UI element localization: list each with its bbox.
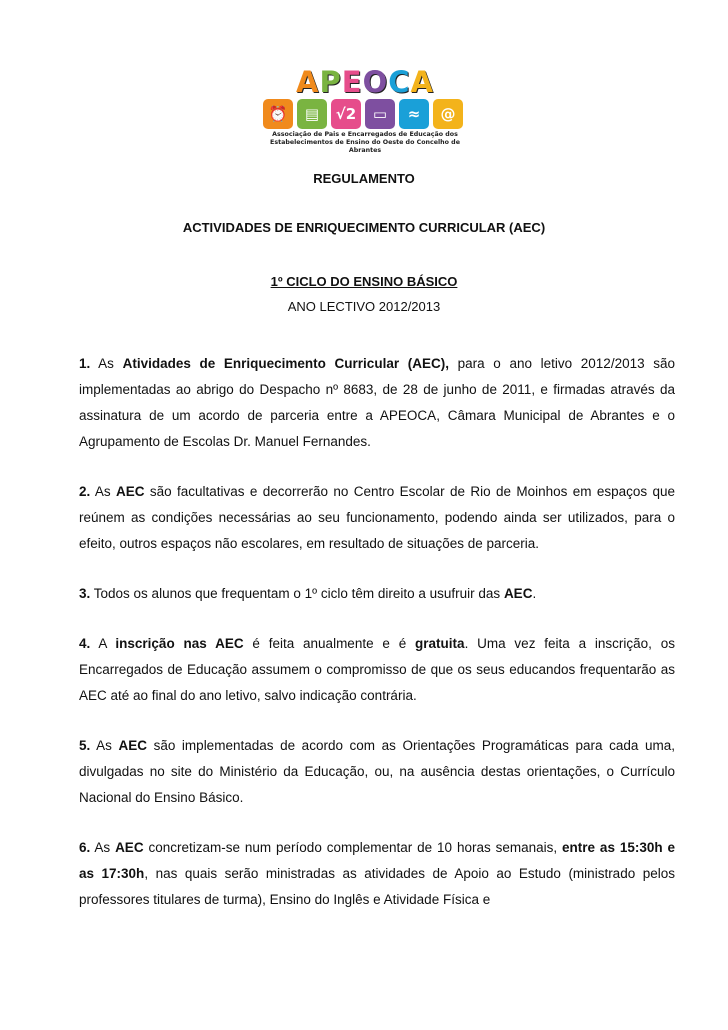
paragraph-bold-text: AEC (115, 840, 144, 855)
paragraph-number: 2. (79, 484, 91, 499)
paragraph-text: são facultativas e decorrerão no Centro Escolar de Rio de Moinhos em espaços que reúnem as condições necessárias ao seu funcionamento, podendo ainda ser utilizados, para o efeito, outros espaços não escolares, em resultado de situações de parceria. (79, 484, 676, 551)
apeoca-logo (255, 65, 475, 154)
paragraph-bold-text: AEC (503, 586, 533, 601)
regulation-body (79, 351, 675, 937)
heading-ciclo-text: 1º CICLO DO ENSINO BÁSICO (270, 274, 458, 289)
heading-ano-lectivo: ANO LECTIVO 2012/2013 (287, 299, 441, 314)
paragraph-number: 4. (79, 636, 91, 651)
paragraph-5 (79, 733, 675, 811)
paragraph-text: , nas quais serão ministradas as atividades de Apoio ao Estudo (ministrado pelos professores titulares de turma), Ensino do Inglês e Atividade Física e (79, 866, 675, 907)
paragraph-number: 3. (79, 586, 91, 601)
paragraph-4 (79, 631, 675, 709)
paragraph-bold-text: gratuita (415, 636, 465, 651)
paragraph-bold-text: AEC (116, 484, 145, 499)
paragraph-number: 5. (79, 738, 91, 753)
paragraph-text: . Uma vez feita a inscrição, os Encarregados de Educação assumem o compromisso de que os seus educandos frequentarão as AEC até ao final do ano letivo, salvo indicação contrária. (79, 636, 675, 703)
logo-subtitle-line-1: Associação de Pais e Encarregados de Educação dos (272, 131, 458, 138)
paragraph-text: concretizam-se num período complementar de 10 horas semanais, (143, 840, 563, 855)
paragraph-text: Todos os alunos que frequentam o 1º ciclo têm direito a usufruir das (90, 586, 504, 601)
paragraph-bold-text: Atividades de Enriquecimento Curricular (AEC), (122, 356, 449, 371)
at-sign-icon: @ (433, 99, 463, 129)
paragraph-text: As (90, 840, 116, 855)
paragraph-2 (79, 479, 675, 557)
paragraph-text: é feita anualmente e é (243, 636, 416, 651)
square-root-icon: √2 (331, 99, 361, 129)
paragraph-text: As (90, 356, 123, 371)
paragraph-bold-text: inscrição nas AEC (115, 636, 244, 651)
logo-title (255, 66, 475, 98)
logo-title-text: APEOCA (296, 65, 434, 99)
paragraph-number: 1. (79, 356, 91, 371)
paragraph-6 (79, 835, 675, 913)
paragraph-text: As (90, 484, 116, 499)
logo-icon-row (263, 99, 463, 129)
paragraph-text: . (532, 586, 537, 601)
paragraph-text: As (90, 738, 119, 753)
logo-subtitle-line-2: Estabelecimentos de Ensino do Oeste do Concelho de Abrantes (270, 139, 460, 154)
logo-subtitle (255, 131, 475, 155)
heading-aec: ACTIVIDADES DE ENRIQUECIMENTO CURRICULAR (AEC) (182, 220, 546, 235)
paragraph-text: A (90, 636, 116, 651)
heading-regulamento: REGULAMENTO (313, 171, 415, 186)
book-icon: ▭ (365, 99, 395, 129)
paragraph-text: são implementadas de acordo com as Orientações Programáticas para cada uma, divulgadas no site do Ministério da Educação, ou, na ausência destas orientações, o Currículo Nacional do Ensino Básico. (79, 738, 675, 805)
paragraph-1 (79, 351, 675, 455)
paragraph-3 (79, 581, 675, 607)
heading-ciclo (0, 274, 728, 290)
alarm-clock-icon: ⏰ (263, 99, 293, 129)
paragraph-text: para o ano letivo 2012/2013 são implementadas ao abrigo do Despacho nº 8683, de 28 de junho de 2011, e firmadas através da assinatura de um acordo de parceria entre a APEOCA, Câmara Municipal de Abrantes e o Agrupamento de Escolas Dr. Manuel Fernandes. (79, 356, 676, 449)
paragraph-bold-text: entre as 15:30h e as 17:30h (79, 840, 676, 881)
paragraph-number: 6. (79, 840, 91, 855)
bus-icon: ▤ (297, 99, 327, 129)
paragraph-bold-text: AEC (118, 738, 147, 753)
swimmer-icon: ≈ (399, 99, 429, 129)
